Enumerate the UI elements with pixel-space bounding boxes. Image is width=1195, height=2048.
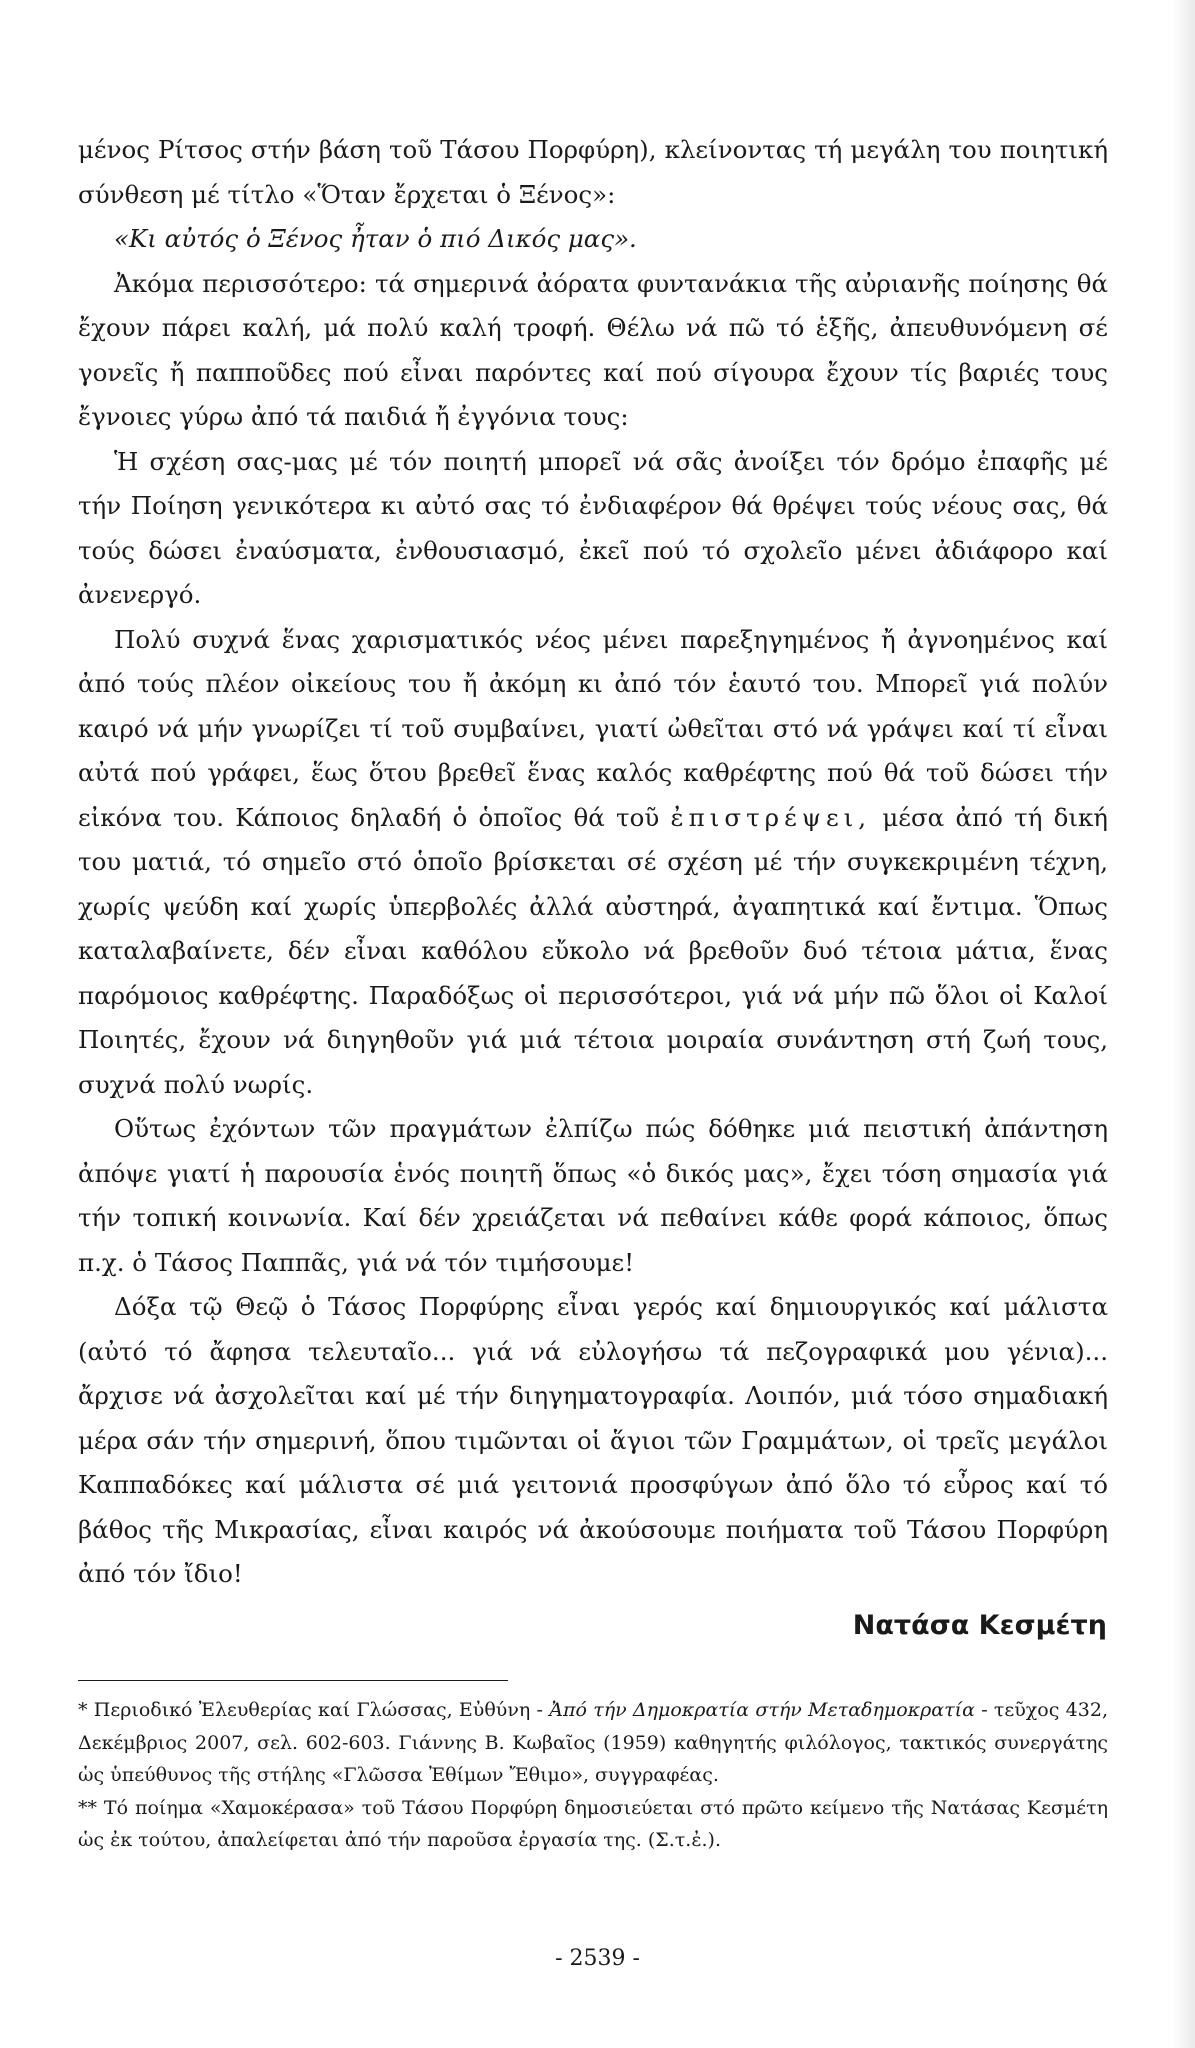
- footnotes: [78, 1694, 1108, 1857]
- main-text: [78, 128, 1108, 1597]
- paragraph-6: Δόξα τῷ Θεῷ ὁ Τάσος Πορφύρης εἶναι γερός καί δημιουργικός καί μάλιστα (αὐτό τό ἄφησα τελευταῖο... γιά νά εὐλογήσω τά πεζογραφικά μου γένια)... ἄρχισε νά ἀσχολεῖται καί μέ τήν διηγηματογραφία. Λοιπόν, μιά τόσο σημαδιακή μέρα σάν τήν σημερινή, ὅπου τιμῶνται οἱ ἅγιοι τῶν Γραμμάτων, οἱ τρεῖς μεγάλοι Καππαδόκες καί μάλιστα σέ μιά γειτονιά προσφύγων ἀπό ὅλο τό εὖρος καί τό βάθος τῆς Μικρασίας, εἶναι καιρός νά ἀκούσουμε ποιήματα τοῦ Τάσου Πορφύρη ἀπό τόν ἴδιο!: [78, 1292, 1108, 1588]
- footnote-divider: [78, 1680, 508, 1681]
- paragraph-1: μένος Ρίτσος στήν βάση τοῦ Τάσου Πορφύρη), κλείνοντας τή μεγάλη του ποιητική σύνθεση μέ τίτλο «Ὅταν ἔρχεται ὁ Ξένος»:: [78, 135, 1108, 209]
- paragraph-4: [78, 618, 1108, 1108]
- page-number: - 2539 -: [555, 1946, 640, 1971]
- paragraph-5: Οὕτως ἐχόντων τῶν πραγμάτων ἐλπίζω πώς δόθηκε μιά πειστική ἀπάντηση ἀπόψε γιατί ἡ παρουσία ἑνός ποιητῆ ὅπως «ὁ δικός μας», ἔχει τόση σημασία γιά τήν τοπική κοινωνία. Καί δέν χρειάζεται νά πεθαίνει κάθε φορά κάποιος, ὅπως π.χ. ὁ Τάσος Παππᾶς, γιά νά τόν τιμήσουμε!: [78, 1114, 1108, 1277]
- author-signature: Νατάσα Κεσμέτη: [852, 1610, 1107, 1641]
- spaced-word: ἐπιστρέψει,: [670, 802, 872, 832]
- footnote-1-part-a: * Περιοδικό Ἐλευθερίας καί Γλώσσας, Εὐθύνη -: [78, 1699, 550, 1721]
- paragraph-3: Ἡ σχέση σας-μας μέ τόν ποιητή μπορεῖ νά σᾶς ἀνοίξει τόν δρόμο ἐπαφῆς μέ τήν Ποίηση γενικότερα κι αὐτό σας τό ἐνδιαφέρον θά θρέψει τούς νέους σας, θά τούς δώσει ἐναύσματα, ἐνθουσιασμό, ἐκεῖ πού τό σχολεῖο μένει ἀδιάφορο καί ἀνενεργό.: [78, 446, 1108, 609]
- footnote-1-title: Ἀπό τήν Δημοκρατία στήν Μεταδημοκρατία: [549, 1699, 975, 1721]
- quote-line: «Κι αὐτός ὁ Ξένος ἦταν ὁ πιό Δικός μας».: [114, 224, 637, 253]
- paragraph-4-part-b: μέσα ἀπό τή δική του ματιά, τό σημεῖο στό ὁποῖο βρίσκεται σέ σχέση μέ τήν συγκεκριμένη τέχνη, χωρίς ψεύδη καί χωρίς ὑπερβολές ἀλλά αὐστηρά, ἀγαπητικά καί ἔντιμα. Ὅπως καταλαβαίνετε, δέν εἶναι καθόλου εὔκολο νά βρεθοῦν δυό τέτοια μάτια, ἕνας παρόμοιος καθρέφτης. Παραδόξως οἱ περισσότεροι, γιά νά μήν πῶ ὅλοι οἱ Καλοί Ποιητές, ἔχουν νά διηγηθοῦν γιά μιά τέτοια μοιραία συνάντηση στή ζωή τους, συχνά πολύ νωρίς.: [78, 802, 1108, 1099]
- footnote-1: [78, 1694, 1108, 1792]
- page-edge-shadow: [1173, 0, 1195, 2048]
- paragraph-4-part-a: Πολύ συχνά ἕνας χαρισματικός νέος μένει παρεξηγημένος ἤ ἀγνοημένος καί ἀπό τούς πλέον οἰκείους του ἤ ἀκόμη κι ἀπό τόν ἑαυτό του. Μπορεῖ γιά πολύν καιρό νά μήν γνωρίζει τί τοῦ συμβαίνει, γιατί ὠθεῖται στό νά γράψει καί τί εἶναι αὐτά πού γράφει, ἕως ὅτου βρεθεῖ ἕνας καλός καθρέφτης πού θά τοῦ δώσει τήν εἰκόνα του. Κάποιος δηλαδή ὁ ὁποῖος θά τοῦ: [78, 624, 1108, 832]
- footnote-2: ** Τό ποίημα «Χαμοκέρασα» τοῦ Τάσου Πορφύρη δημοσιεύεται στό πρῶτο κείμενο τῆς Νατάσας Κεσμέτη ὡς ἐκ τούτου, ἀπαλείφεται ἀπό τήν παροῦσα ἐργασία της. (Σ.τ.ἐ.).: [78, 1796, 1108, 1851]
- footnote-1-part-b: - τεῦχος 432, Δεκέμβριος 2007, σελ. 602-603. Γιάννης Β. Κωβαῖος (1959) καθηγητής φιλόλογος, τακτικός συνεργάτης ὡς ὑπεύθυνος τῆς στήλης «Γλῶσσα Ἐθίμων Ἔθιμο», συγγραφέας.: [78, 1699, 1108, 1786]
- paragraph-2: Ἀκόμα περισσότερο: τά σημερινά ἀόρατα φυντανάκια τῆς αὐριανῆς ποίησης θά ἔχουν πάρει καλή, μά πολύ καλή τροφή. Θέλω νά πῶ τό ἑξῆς, ἀπευθυνόμενη σέ γονεῖς ἤ παπποῦδες πού εἶναι παρόντες καί πού σίγουρα ἔχουν τίς βαριές τους ἔγνοιες γύρω ἀπό τά παιδιά ἤ ἐγγόνια τους:: [78, 268, 1108, 431]
